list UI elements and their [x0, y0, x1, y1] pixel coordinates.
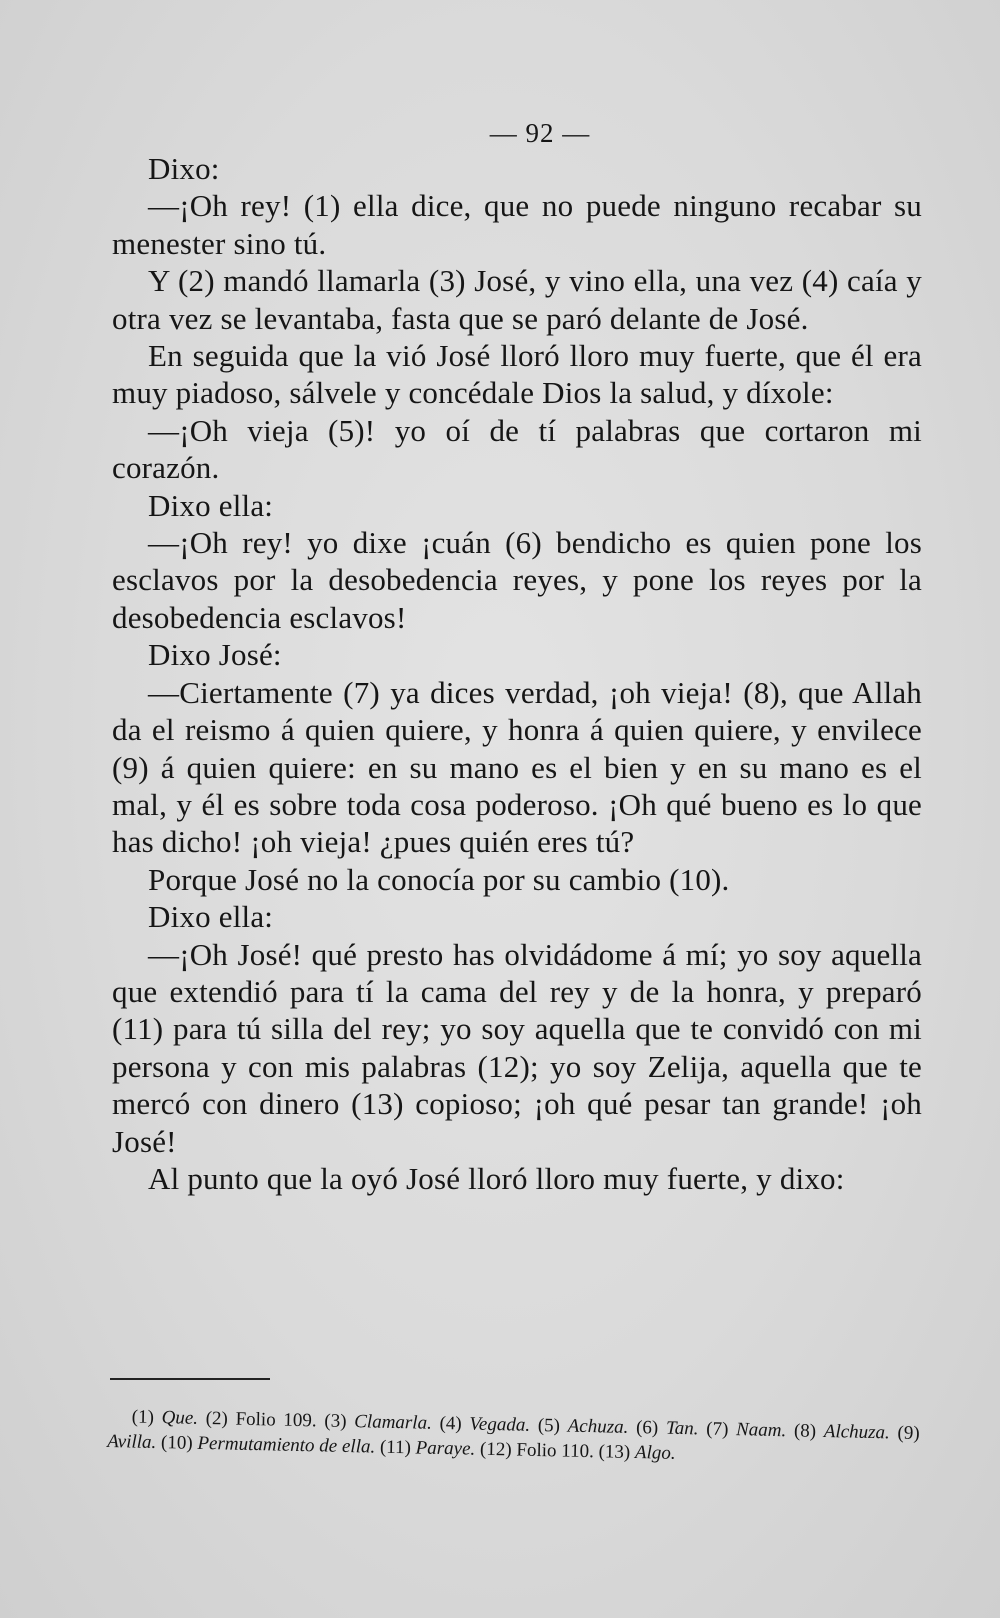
main-text: [112, 150, 922, 1197]
footnote-rule: [110, 1378, 270, 1380]
footnote-number: (13): [598, 1441, 631, 1463]
footnote-text: Algo.: [634, 1442, 676, 1464]
paragraph: Dixo ella:: [148, 487, 274, 523]
paragraph: En seguida que la vió José lloró lloro muy fuerte, que él era muy piadoso, sálvele y concédale Dios la salud, y díxole:: [112, 338, 922, 411]
footnote-number: (4): [439, 1412, 462, 1435]
footnote-number: (12): [479, 1438, 512, 1461]
footnote-number: (10): [160, 1432, 193, 1454]
footnote-number: (5): [537, 1415, 561, 1437]
paragraph: —¡Oh rey! (1) ella dice, que no puede ninguno recabar su menester sino tú.: [112, 188, 922, 261]
footnote-text: Vegada.: [469, 1413, 531, 1436]
paragraph: —Ciertamente (7) ya dices verdad, ¡oh vieja! (8), que Allah da el reismo á quien quiere, y honra á quien quiere, y envilece (9) á quien quiere: en su mano es el bien y en su mano es el mal, y él es sobre toda cosa poderoso. ¡Oh qué bueno es lo que has dicho! ¡oh vieja! ¿pues quién eres tú?: [112, 674, 922, 860]
footnote-text: Avilla.: [106, 1430, 157, 1454]
paragraph: Dixo José:: [148, 637, 282, 673]
paragraph: Al punto que la oyó José lloró lloro muy fuerte, y dixo:: [148, 1160, 845, 1196]
footnote-number: (6): [635, 1417, 659, 1439]
footnote-line: [107, 1404, 920, 1471]
paragraph: Porque José no la conocía por su cambio (10).: [148, 861, 730, 897]
paragraph: —¡Oh rey! yo dixe ¡cuán (6) bendicho es quien pone los esclavos por la desobedencia reyes, y pone los reyes por la desobedencia esclavos!: [112, 525, 922, 635]
footnote-number: (9): [897, 1422, 920, 1445]
footnote-text: Que.: [161, 1407, 199, 1429]
footnote-text: Clamarla.: [354, 1411, 433, 1434]
footnote-text: Permutamiento de ella.: [197, 1432, 376, 1458]
footnote-text: Paraye.: [415, 1437, 476, 1460]
footnote-number: (7): [706, 1418, 729, 1440]
paragraph: —¡Oh vieja (5)! yo oí de tí palabras que cortaron mi corazón.: [112, 412, 922, 486]
footnote-number: (3): [324, 1410, 347, 1432]
paragraph: Y (2) mandó llamarla (3) José, y vino ella, una vez (4) caía y otra vez se levantaba, fasta que se paró delante de José.: [112, 263, 922, 336]
footnote-text: Achuza.: [567, 1415, 629, 1438]
footnote-number: (2): [205, 1408, 229, 1430]
footnote-text: Tan.: [665, 1417, 699, 1440]
paragraph: —¡Oh José! qué presto has olvidádome á mí; yo soy aquella que extendió para tí la cama del rey y de la honra, y preparó (11) para tú silla del rey; yo soy aquella que te convidó con mi persona y con mis palabras (12); yo soy Zelija, aquella que te mercó con dinero (13) copioso; ¡oh qué pesar tan grande! ¡oh José!: [112, 936, 922, 1159]
footnote-text: Folio 110.: [516, 1439, 595, 1463]
paragraph: Dixo ella:: [148, 899, 274, 935]
footnote-number: (8): [793, 1420, 817, 1442]
footnote-text: Naam.: [735, 1419, 787, 1442]
footnote-text: Folio 109.: [235, 1408, 317, 1432]
footnote-number: (11): [379, 1436, 412, 1459]
footnote-text: Alchuza.: [823, 1420, 891, 1444]
footnotes: [107, 1404, 920, 1471]
paragraph: Dixo:: [148, 151, 220, 186]
page-number: — 92 —: [489, 118, 591, 148]
footnote-number: (1): [131, 1406, 155, 1428]
